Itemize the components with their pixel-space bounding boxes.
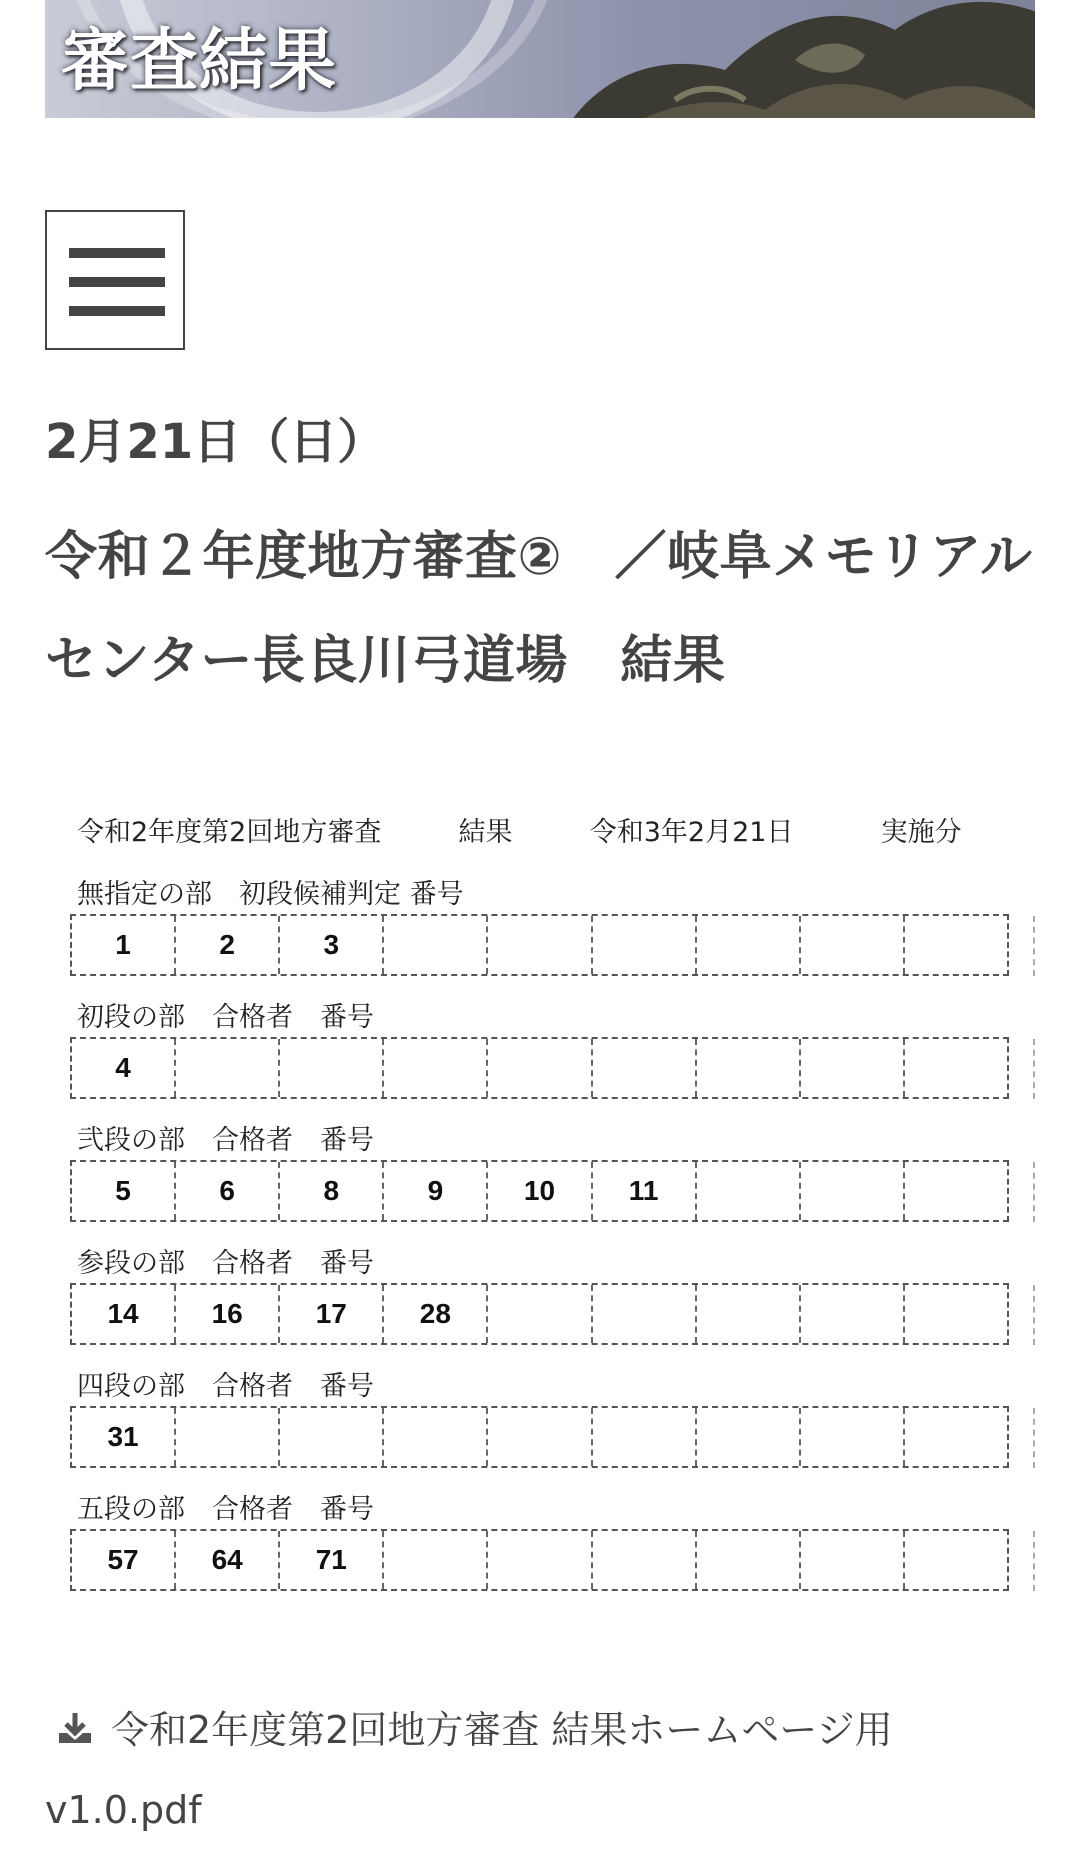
- grid-cell: [905, 1285, 1007, 1343]
- grid-cell: [801, 1039, 905, 1097]
- grid-cell: [801, 1531, 905, 1589]
- grid-cell: 3: [280, 916, 384, 974]
- grid-cell: 16: [176, 1285, 280, 1343]
- grid-cell: [488, 916, 592, 974]
- grid-cell: [384, 916, 488, 974]
- grid-cell: [384, 1531, 488, 1589]
- banner-title: 審査結果: [61, 22, 338, 101]
- pdf-download-link[interactable]: [45, 1690, 1045, 1850]
- number-grid: [70, 1529, 1009, 1591]
- grid-cell: [697, 916, 801, 974]
- grid-cell: 4: [72, 1039, 176, 1097]
- grid-cell: 31: [72, 1408, 176, 1466]
- grid-cell: 11: [593, 1162, 697, 1220]
- grid-cell: [488, 1408, 592, 1466]
- grid-cell: [488, 1285, 592, 1343]
- grid-cell: [488, 1531, 592, 1589]
- number-grid: [70, 1160, 1009, 1222]
- article-heading-line: センター長良川弓道場 結果: [45, 631, 726, 691]
- section-label: 五段の部 合格者 番号: [77, 1494, 374, 1525]
- grid-cell: [801, 1162, 905, 1220]
- section-label: 無指定の部 初段候補判定 番号: [77, 879, 464, 910]
- summary-result: 結果: [458, 817, 513, 848]
- grid-cell: [697, 1162, 801, 1220]
- grid-cell: [593, 1285, 697, 1343]
- grid-cell: [176, 1408, 280, 1466]
- grid-cell: 14: [72, 1285, 176, 1343]
- grid-cell: 28: [384, 1285, 488, 1343]
- grid-cell: [905, 1039, 1007, 1097]
- download-link-text[interactable]: 令和2年度第2回地方審査 結果ホームページ用: [111, 1708, 893, 1752]
- grid-cell: 10: [488, 1162, 592, 1220]
- number-grid: [70, 914, 1009, 976]
- grid-cell: [488, 1039, 592, 1097]
- grid-cell: [905, 1531, 1007, 1589]
- article-heading-line: 令和２年度地方審査② ／岐阜メモリアル: [45, 527, 1033, 587]
- grid-cell: [593, 916, 697, 974]
- download-link-text[interactable]: v1.0.pdf: [45, 1788, 202, 1832]
- summary-date: 令和3年2月21日: [589, 817, 794, 848]
- number-grid: [70, 1283, 1009, 1345]
- results-summary: [77, 810, 962, 849]
- grid-cell: [905, 1408, 1007, 1466]
- grid-cell: [384, 1039, 488, 1097]
- grid-cell: [384, 1408, 488, 1466]
- grid-cell: [697, 1531, 801, 1589]
- grid-cell: [905, 1162, 1007, 1220]
- grid-cell: 5: [72, 1162, 176, 1220]
- grid-cell: [280, 1408, 384, 1466]
- grid-cell: [697, 1039, 801, 1097]
- section-label: 弐段の部 合格者 番号: [77, 1125, 374, 1156]
- summary-note: 実施分: [880, 817, 962, 848]
- summary-title: 令和2年度第2回地方審査: [77, 817, 382, 848]
- grid-cell: [801, 1285, 905, 1343]
- archer-statue-image: [495, 0, 1035, 118]
- article-heading: [45, 505, 1045, 713]
- hamburger-menu-button[interactable]: [45, 210, 185, 350]
- grid-cell: 17: [280, 1285, 384, 1343]
- page-banner: [45, 0, 1035, 118]
- section-label: 参段の部 合格者 番号: [77, 1248, 374, 1279]
- section-label: 初段の部 合格者 番号: [77, 1002, 374, 1033]
- grid-cell: [280, 1039, 384, 1097]
- number-grid: [70, 1037, 1009, 1099]
- grid-cell: [801, 1408, 905, 1466]
- number-grid: [70, 1406, 1009, 1468]
- section-label: 四段の部 合格者 番号: [77, 1371, 374, 1402]
- grid-cell: 8: [280, 1162, 384, 1220]
- download-icon: [55, 1709, 95, 1749]
- grid-cell: 6: [176, 1162, 280, 1220]
- grid-cell: [176, 1039, 280, 1097]
- grid-cell: [593, 1531, 697, 1589]
- grid-cell: [593, 1039, 697, 1097]
- grid-cell: 9: [384, 1162, 488, 1220]
- grid-cell: 1: [72, 916, 176, 974]
- grid-cell: 64: [176, 1531, 280, 1589]
- grid-cell: [905, 916, 1007, 974]
- grid-cell: [697, 1408, 801, 1466]
- article-date: 2月21日（日）: [45, 414, 386, 470]
- grid-cell: [801, 916, 905, 974]
- grid-cell: 57: [72, 1531, 176, 1589]
- grid-cell: [697, 1285, 801, 1343]
- grid-cell: [593, 1408, 697, 1466]
- grid-cell: 2: [176, 916, 280, 974]
- grid-cell: 71: [280, 1531, 384, 1589]
